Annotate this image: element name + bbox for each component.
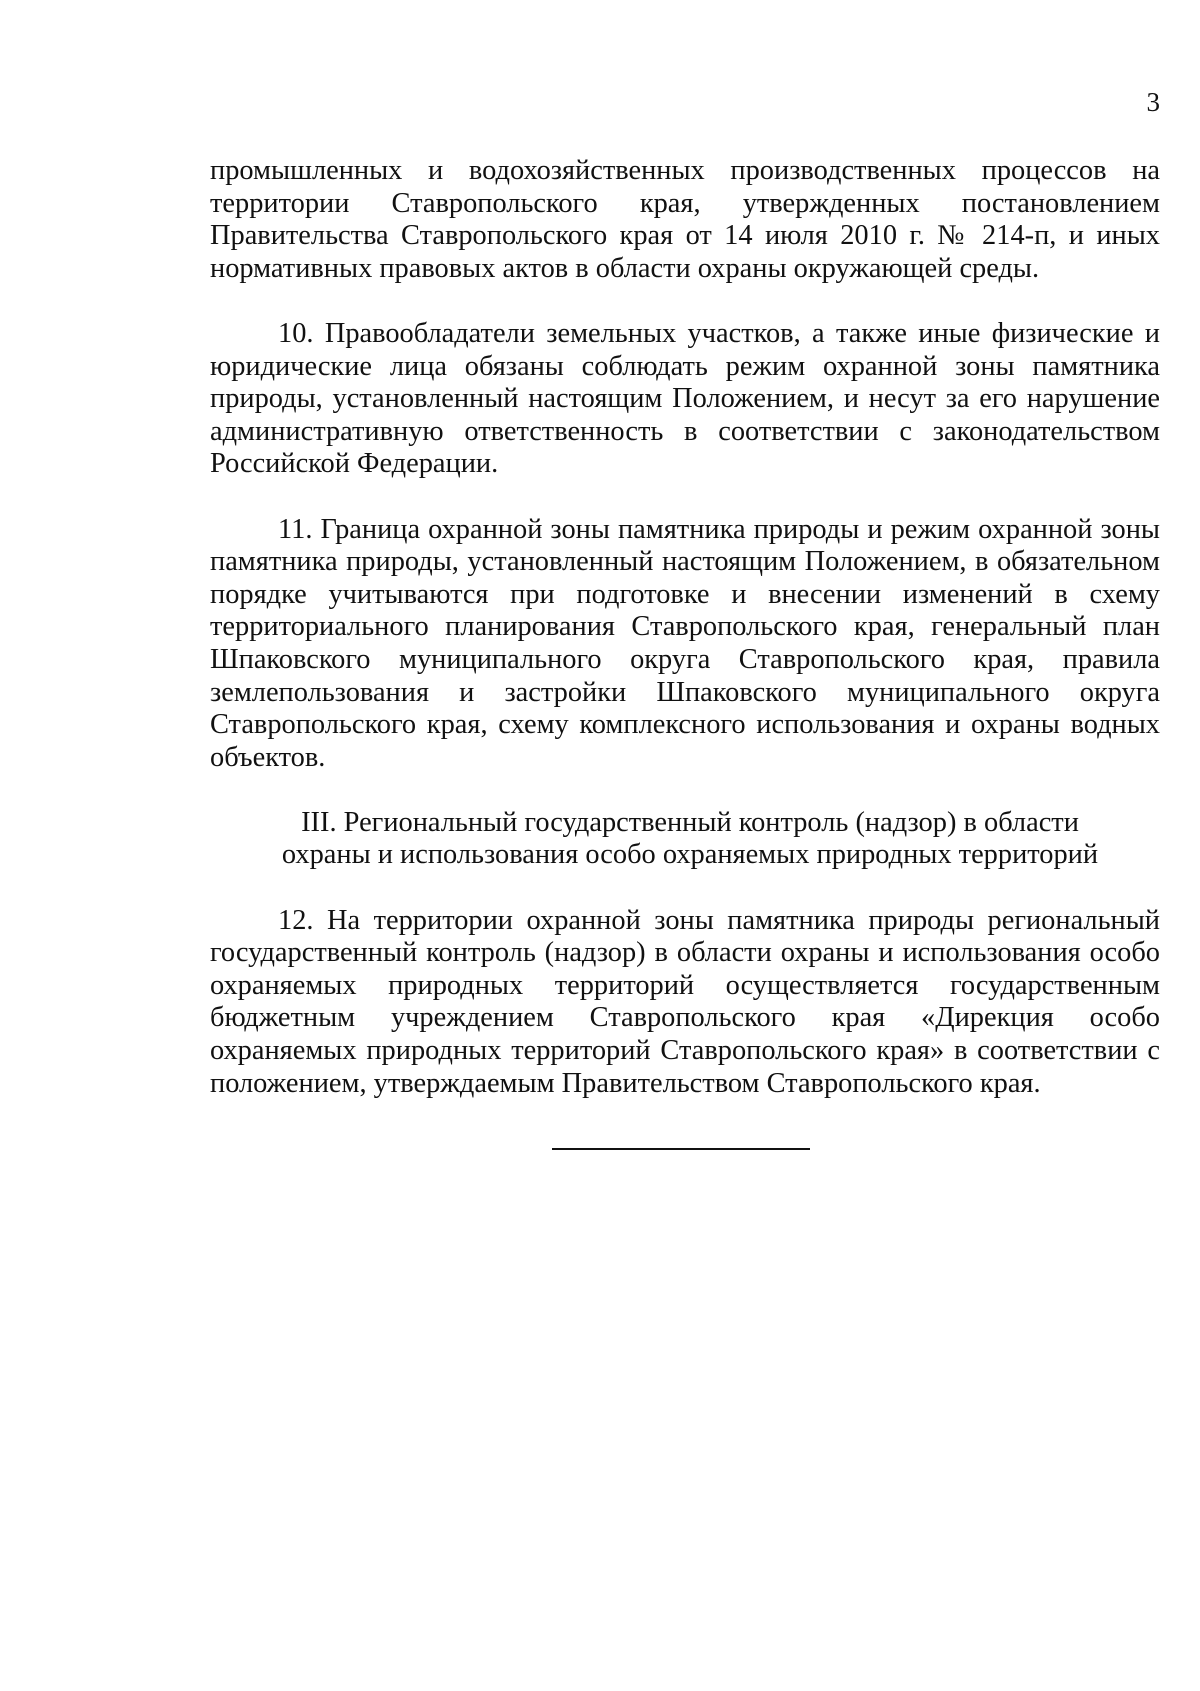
page-number: 3 [1146,87,1160,117]
section-heading-line-2: охраны и использования особо охраняемых природных территорий [281,839,1099,871]
section-heading-line-1: III. Региональный государственный контроль (надзор) в области [301,806,1079,838]
paragraph-10: 10. Правообладатели земельных участков, а также иные физические и юридические лица обязаны соблюдать режим охранной зоны памятника природы, установленный настоящим Положением, и несут за его нарушение административную ответственность в соответствии с законодательством Российской Федерации. [210,317,1160,480]
section-heading-iii [210,807,1160,872]
paragraph-11: 11. Граница охранной зоны памятника природы и режим охранной зоны памятника природы, установленный настоящим Положением, в обязательном порядке учитываются при подготовке и внесении изменений в схему территориального планирования Ставропольского края, генеральный план Шпаковского муниципального округа Ставропольского края, правила землепользования и застройки Шпаковского муниципального округа Ставропольского края, схему комплексного использования и охраны водных объектов. [210,513,1160,773]
end-of-document-rule [552,1148,810,1150]
paragraph-continuation: промышленных и водохозяйственных производственных процессов на территории Ставропольского края, утвержденных постановлением Правительства Ставропольского края от 14 июля 2010 г. № 214-п, и иных нормативных правовых актов в области охраны окружающей среды. [210,155,1160,284]
paragraph-12: 12. На территории охранной зоны памятника природы региональный государственный контроль (надзор) в области охраны и использования особо охраняемых природных территорий осуществляется государственным бюджетным учреждением Ставропольского края «Дирекция особо охраняемых природных территорий Ставропольского края» в соответствии с положением, утверждаемым Правительством Ставропольского края. [210,904,1160,1099]
document-body [210,155,1160,1100]
